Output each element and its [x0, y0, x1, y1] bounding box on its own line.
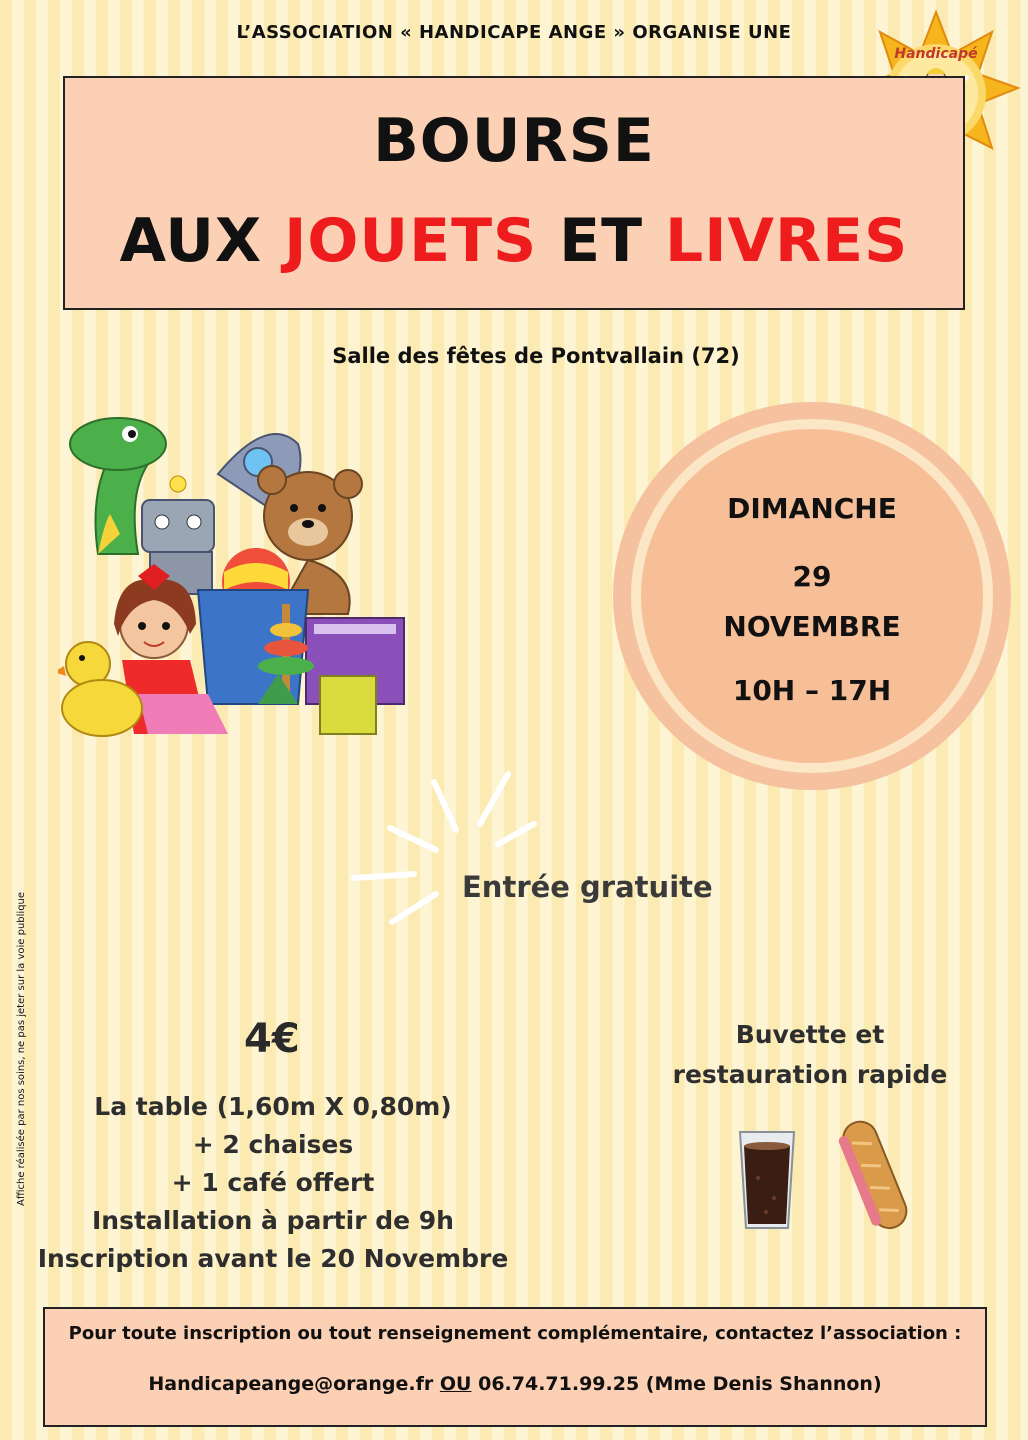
venue-text: Salle des fêtes de Pontvallain (72) — [332, 344, 740, 368]
contact-phone[interactable]: 06.74.71.99.25 (Mme Denis Shannon) — [478, 1373, 882, 1395]
contact-email[interactable]: Handicapeange@orange.fr — [148, 1373, 434, 1395]
table-line-4: Installation à partir de 9h — [92, 1206, 454, 1235]
table-line-1: La table (1,60m X 0,80m) — [94, 1092, 452, 1121]
association-line: L’ASSOCIATION « HANDICAPE ANGE » ORGANISE UNE — [236, 22, 792, 43]
entry-text: Entrée gratuite — [462, 870, 713, 904]
sandwich-icon — [834, 1118, 911, 1234]
burst-lines-icon — [340, 760, 560, 940]
buvette-line-2: restauration rapide — [672, 1060, 948, 1089]
date-circle-inner — [641, 429, 983, 763]
table-line-3: + 1 café offert — [171, 1168, 375, 1197]
title-aux: AUX — [119, 206, 285, 276]
date-hours: 10H – 17H — [732, 674, 892, 707]
cola-glass-icon — [740, 1132, 794, 1228]
toys-illustration — [58, 404, 418, 744]
title-box — [63, 76, 965, 310]
table-price: 4€ — [244, 1016, 300, 1062]
title-line-1: BOURSE — [373, 106, 655, 176]
date-day: DIMANCHE — [727, 492, 897, 525]
title-et: ET — [537, 206, 665, 276]
table-line-2: + 2 chaises — [192, 1130, 354, 1159]
date-month: NOVEMBRE — [723, 610, 901, 643]
table-line-5: Inscription avant le 20 Novembre — [37, 1244, 509, 1273]
contact-box — [43, 1307, 987, 1427]
title-jouets: JOUETS — [284, 206, 538, 276]
side-note: Affiche réalisée par nos soins, ne pas jeter sur la voie publique — [16, 891, 27, 1206]
contact-or: OU — [439, 1373, 472, 1395]
title-livres: LIVRES — [664, 206, 909, 276]
contact-details — [45, 1373, 985, 1395]
date-number: 29 — [792, 560, 832, 593]
logo-text-top: Handicapé — [894, 46, 978, 62]
contact-intro: Pour toute inscription ou tout renseignement complémentaire, contactez l’association : — [68, 1323, 962, 1344]
title-line-2 — [65, 206, 963, 276]
buvette-line-1: Buvette et — [735, 1020, 885, 1049]
drink-and-sandwich-icons — [736, 1118, 916, 1234]
